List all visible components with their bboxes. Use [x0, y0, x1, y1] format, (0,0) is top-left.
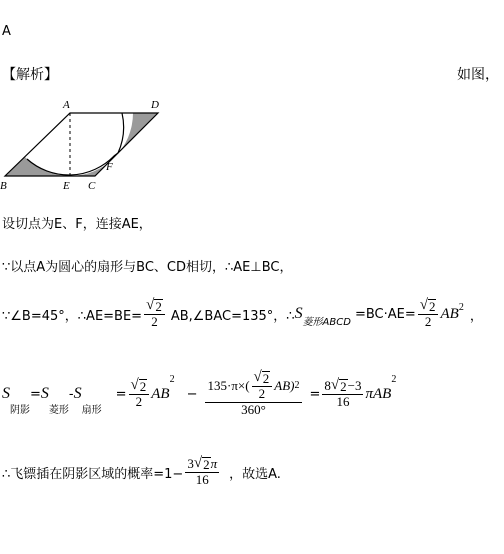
sector-num-b: AB) — [274, 377, 295, 393]
text-line-3 — [2, 298, 483, 330]
exponent-e: 2 — [391, 374, 397, 385]
heading-right-text: 如图， — [457, 67, 499, 83]
line3-part4: ， — [469, 308, 483, 324]
result-num-b: −3 — [347, 377, 362, 393]
sqrt-radicand-c: 2 — [139, 378, 147, 394]
label-f: F — [106, 161, 113, 173]
rhombus-figure — [0, 96, 170, 196]
label-c: C — [88, 180, 96, 192]
fraction-sqrt2-over-2: √ 2 2 — [144, 298, 165, 330]
inner-fraction: √ 2 2 — [252, 370, 273, 402]
sub-sector: 扇形 — [81, 405, 102, 417]
inner-denominator: 2 — [258, 386, 266, 402]
area-symbol: S — [294, 305, 303, 323]
sector-top-clean — [70, 106, 120, 113]
line5-part1: ∴飞镖插在阴影区域的概率=1− — [2, 466, 184, 482]
sub-rhombus: 菱形 — [48, 405, 69, 417]
text-line-1: 设切点为E、F，连接AE， — [2, 217, 152, 232]
fraction-denominator-b: 2 — [424, 314, 432, 330]
sqrt-radicand-d: 2 — [262, 371, 270, 386]
text-line-5 — [2, 456, 281, 488]
text-line-2: ∵以点A为圆心的扇形与BC、CD相切，∴AE⊥BC， — [2, 260, 293, 275]
ab-term-c: AB — [151, 385, 170, 402]
label-a: A — [63, 99, 70, 111]
s-rhombus: S — [40, 385, 49, 403]
result-num-a: 8 — [324, 377, 331, 393]
exponent-2: 2 — [458, 302, 464, 313]
equals-1: = — [30, 386, 41, 402]
fraction-probability: 3 √ 2 π 16 — [187, 455, 218, 488]
text-line-4 — [2, 370, 396, 418]
line5-part2: ，故选A. — [229, 466, 281, 482]
sector-denominator: 360° — [241, 402, 266, 418]
sqrt-radicand-b: 2 — [428, 299, 436, 314]
minus-1: - — [68, 386, 74, 402]
sqrt-radicand-e: 2 — [340, 378, 347, 394]
label-e: E — [63, 180, 70, 192]
sub-shadow: 阴影 — [10, 405, 30, 417]
prob-pi: π — [210, 455, 218, 471]
s-shadow: S — [2, 385, 10, 403]
exponent-c: 2 — [169, 374, 175, 385]
fraction-denominator-c: 2 — [135, 394, 143, 410]
label-b: B — [0, 180, 7, 192]
fraction-sqrt2-over-2-c: √ 2 2 — [129, 378, 150, 410]
result-denominator: 16 — [336, 394, 350, 410]
ab-term: AB — [440, 305, 459, 322]
line3-part2: AB,∠BAC=135°，∴ — [170, 308, 295, 324]
prob-num-a: 3 — [187, 455, 194, 471]
minus-2: − — [186, 386, 198, 402]
exponent-d: 2 — [294, 380, 300, 392]
area-subscript-rhombus: 菱形ABCD — [302, 317, 351, 329]
label-d: D — [151, 99, 159, 111]
sector-num-a: 135·π×( — [207, 377, 250, 393]
sqrt-radicand-f: 2 — [203, 457, 210, 472]
fraction-sqrt2-over-2-b: √ 2 2 — [418, 298, 439, 330]
result-tail: πAB — [365, 385, 392, 402]
line3-part3: =BC·AE= — [354, 306, 416, 322]
prob-denominator: 16 — [195, 472, 209, 488]
line3-part1: ∵∠B=45°，∴AE=BE= — [2, 308, 143, 324]
equals-2: = — [115, 386, 127, 402]
fraction-denominator: 2 — [151, 314, 158, 330]
solution-heading: 【解析】 — [2, 67, 58, 83]
answer-letter: A — [2, 24, 11, 39]
fraction-sector-area — [205, 370, 301, 418]
sqrt-radicand: 2 — [155, 299, 162, 314]
equals-3: = — [309, 386, 321, 402]
s-sector: S — [73, 385, 82, 403]
fraction-result: 8 √ 2 −3 16 — [324, 376, 362, 410]
